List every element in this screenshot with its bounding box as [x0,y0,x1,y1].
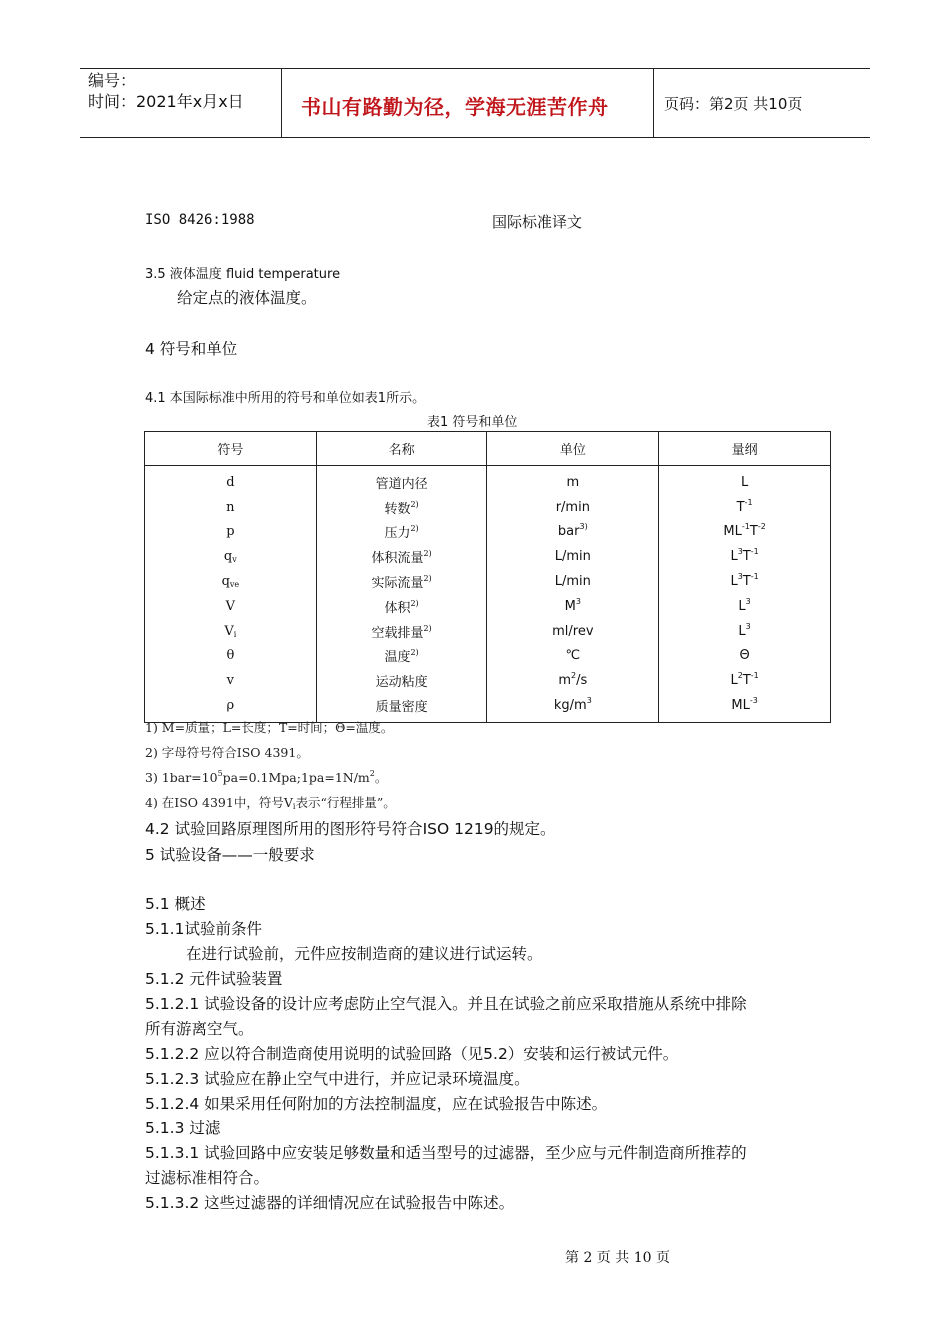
symbol-cell: ρ [145,693,317,722]
section-5-1-3-1: 5.1.3.1 试验回路中应安装足够数量和适当型号的过滤器，至少应与元件制造商所推荐的 [145,1144,747,1162]
section-5-1-3: 5.1.3 过滤 [145,1119,221,1137]
table-row [145,594,831,619]
header-code-label: 编号： [88,71,137,90]
dimension-cell: $L^3$ [659,619,831,644]
unit-cell: L/min [487,544,659,569]
symbol-cell: V [145,594,317,619]
name-cell: 温度$^{2)}$ [316,644,487,669]
header-motto: 书山有路勤为径，学海无涯苦作舟 [301,95,609,119]
table-row [145,569,831,594]
dimension-cell: $L^2T^{-1}$ [659,668,831,693]
section-4-1: 4.1 本国际标准中所用的符号和单位如表1所示。 [145,391,426,406]
unit-cell: ml/rev [487,619,659,644]
section-5-1-2-4: 5.1.2.4 如果采用任何附加的方法控制温度，应在试验报告中陈述。 [145,1095,608,1113]
page-footer: 第 2 页 共 10 页 [565,1250,670,1266]
table-row [145,619,831,644]
table-header-cell: 名称 [316,432,487,466]
section-4-2: 4.2 试验回路原理图所用的图形符号符合ISO 1219的规定。 [145,820,556,838]
section-5-1-2: 5.1.2 元件试验装置 [145,970,283,988]
name-cell: 实际流量$^{2)}$ [316,569,487,594]
header-divider [281,69,282,137]
section-3-5-body: 给定点的液体温度。 [177,289,317,307]
dimension-cell: $ML^{-1}T^{-2}$ [659,520,831,545]
standard-id: ISO 8426:1988 [145,212,255,228]
table-body [145,466,831,723]
section-5-1-1-body: 在进行试验前，元件应按制造商的建议进行试运转。 [186,945,543,963]
dimension-cell: $L^3T^{-1}$ [659,544,831,569]
table-row [145,495,831,520]
section-5-1-2-1: 5.1.2.1 试验设备的设计应考虑防止空气混入。并且在试验之前应采取措施从系统中排除 [145,995,747,1013]
name-cell: 运动粘度 [316,668,487,693]
unit-cell: L/min [487,569,659,594]
table-header-cell: 量纲 [659,432,831,466]
name-cell: 压力$^{2)}$ [316,520,487,545]
note-1: 1) M=质量；L=长度；T=时间；Θ=温度。 [145,720,394,735]
name-cell: 体积流量$^{2)}$ [316,544,487,569]
section-3-5-title: 3.5 液体温度 fluid temperature [145,267,341,282]
header-date-label: 时间：2021年x月x日 [88,92,244,111]
table-row [145,520,831,545]
unit-cell: bar$^{3)}$ [487,520,659,545]
symbol-cell: p [145,520,317,545]
section-4-title: 4 符号和单位 [145,340,238,358]
dimension-cell: $L^3$ [659,594,831,619]
table-row [145,544,831,569]
section-5-1-1: 5.1.1试验前条件 [145,920,262,938]
dimension-cell: $L^3T^{-1}$ [659,569,831,594]
symbols-table [144,431,831,723]
unit-cell: ℃ [487,644,659,669]
section-5-1-2-1-cont: 所有游离空气。 [145,1020,254,1038]
symbol-cell: d [145,466,317,495]
section-5-1-2-2: 5.1.2.2 应以符合制造商使用说明的试验回路（见5.2）安装和运行被试元件。 [145,1045,679,1063]
name-cell: 转数$^{2)}$ [316,495,487,520]
symbol-cell: $q_v$ [145,544,317,569]
header-page-label: 页码：第2页 共10页 [664,95,803,113]
symbol-cell: $V_i$ [145,619,317,644]
unit-cell: $M^3$ [487,594,659,619]
note-3: 3) $1bar=10^5pa=0.1Mpa;1pa=1N/m^2$。 [145,769,388,785]
table-row [145,466,831,495]
section-5-1: 5.1 概述 [145,895,206,913]
table-caption: 表1 符号和单位 [427,415,518,430]
symbol-cell: θ [145,644,317,669]
dimension-cell: L [659,466,831,495]
name-cell: 体积$^{2)}$ [316,594,487,619]
doc-type: 国际标准译文 [492,213,583,231]
unit-cell: $m^2/s$ [487,668,659,693]
table-header-cell: 符号 [145,432,317,466]
section-5-1-3-1-cont: 过滤标准相符合。 [145,1169,270,1187]
table-row [145,644,831,669]
table-header-cell: 单位 [487,432,659,466]
dimension-cell: $T^{-1}$ [659,495,831,520]
symbol-cell: n [145,495,317,520]
section-5-title: 5 试验设备——一般要求 [145,846,315,864]
section-5-1-2-3: 5.1.2.3 试验应在静止空气中进行，并应记录环境温度。 [145,1070,530,1088]
unit-cell: m [487,466,659,495]
table-row [145,668,831,693]
symbol-cell: $q_{ve}$ [145,569,317,594]
note-2: 2) 字母符号符合ISO 4391。 [145,745,309,760]
header-divider [653,69,654,137]
dimension-cell: $ML^{-3}$ [659,693,831,722]
unit-cell: $kg/m^3$ [487,693,659,722]
name-cell: 质量密度 [316,693,487,722]
section-5-1-3-2: 5.1.3.2 这些过滤器的详细情况应在试验报告中陈述。 [145,1194,515,1212]
note-4: 4) 在ISO 4391中，符号$V_i$表示“行程排量”。 [145,795,396,811]
name-cell: 管道内径 [316,466,487,495]
dimension-cell: Θ [659,644,831,669]
unit-cell: r/min [487,495,659,520]
name-cell: 空载排量$^{2)}$ [316,619,487,644]
table-header-row [145,432,831,466]
symbol-cell: v [145,668,317,693]
